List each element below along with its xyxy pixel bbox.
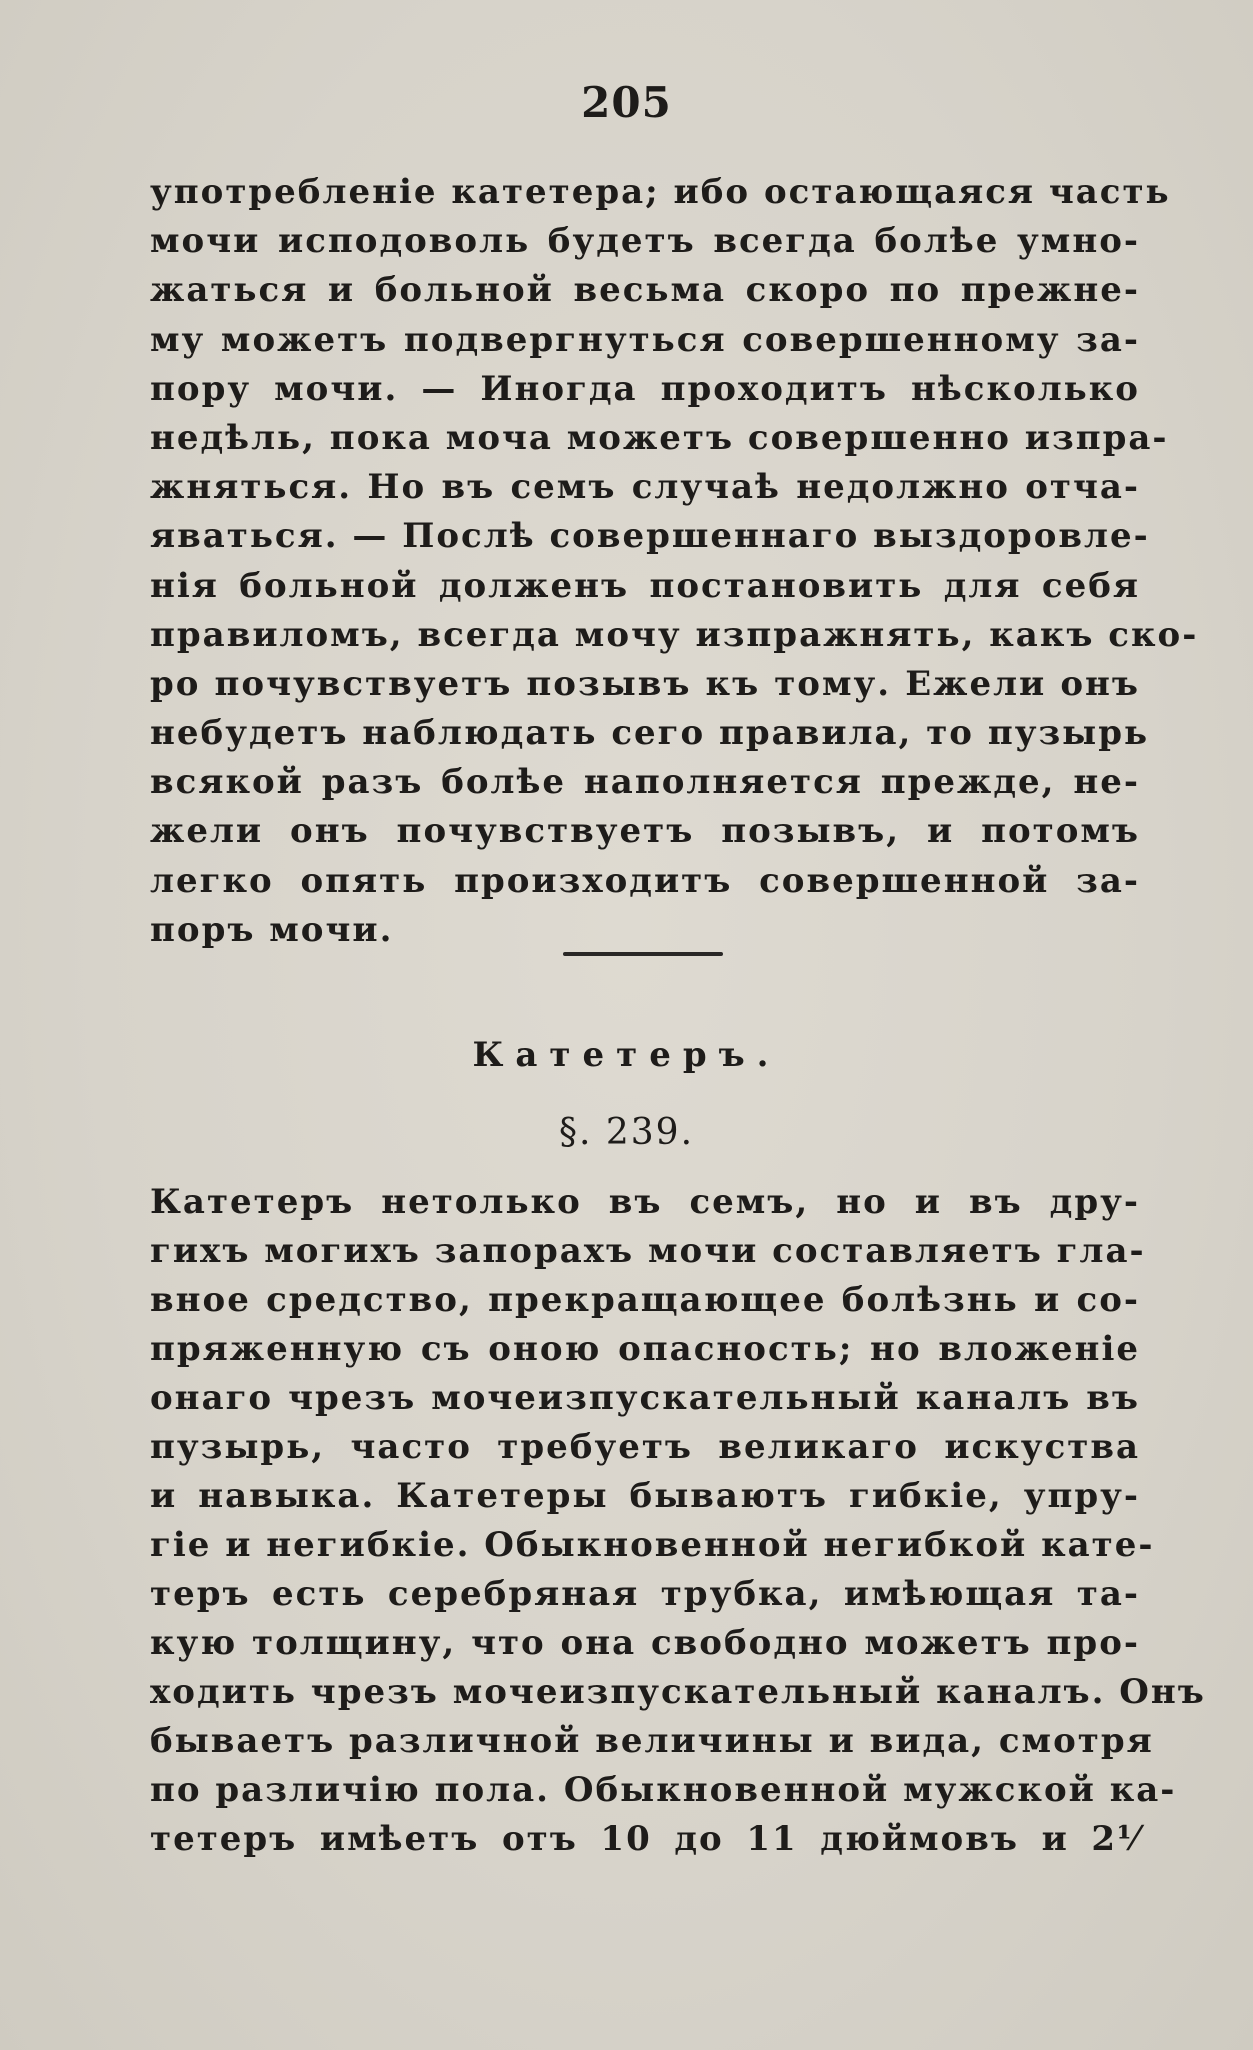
text-line: правиломъ, всегда мочу изпражнять, какъ ско- [150,614,1199,655]
text-line: поръ мочи. [150,909,394,950]
text-line: по различію пола. Обыкновенной мужской ка- [150,1770,1177,1810]
text-line: небудетъ наблюдать сего правила, то пузырь [150,713,1150,754]
text-line: нія больной долженъ постановить для себя [150,565,1140,606]
text-line: му можетъ подвергнуться совершенному за- [150,319,1140,360]
text-line: ходить чрезъ мочеизпускательный каналъ. Онъ [150,1672,1206,1712]
text-line: Катетеръ нетолько въ семъ, но и въ дру- [150,1182,1140,1222]
text-line: жели онъ почувствуетъ позывъ, и потомъ [150,811,1140,852]
text-line: теръ есть серебряная трубка, имѣющая та- [150,1574,1140,1614]
text-line: и навыка. Катетеры бываютъ гибкіе, упру- [150,1476,1140,1516]
section-heading: Катетеръ. [472,1035,781,1075]
text-line: употребленіе катетера; ибо остающаяся часть [150,172,1171,212]
text-line: тетеръ имѣетъ отъ 10 до 11 дюймовъ и 2⅟ [150,1819,1140,1859]
text-line: онаго чрезъ мочеизпускательный каналъ въ [150,1378,1140,1418]
text-line: пору мочи. — Иногда проходитъ нѣсколько [150,368,1140,409]
text-line: жаться и больной весьма скоро по прежне- [150,270,1140,311]
text-line: пузырь, часто требуетъ великаго искуства [150,1427,1140,1467]
text-line: бываетъ различной величины и вида, смотря [150,1721,1154,1761]
text-line: жняться. Но въ семъ случаѣ недолжно отча- [150,467,1140,508]
paragraph-2 [150,1178,1206,1864]
section-number: §. 239. [558,1112,695,1153]
text-line: гихъ могихъ запорахъ мочи составляетъ гла- [150,1231,1146,1271]
text-line: вное средство, прекращающее болѣзнь и со- [150,1280,1140,1320]
section-divider [563,952,723,956]
text-line: яваться. — Послѣ совершеннаго выздоровле- [150,516,1150,557]
text-line: пряженную съ оною опасность; но вложеніе [150,1329,1140,1369]
text-line: ро почувствуетъ позывъ къ тому. Ежели онъ [150,663,1140,704]
text-line: кую толщину, что она свободно можетъ про- [150,1623,1140,1663]
text-line: легко опять произходитъ совершенной за- [150,860,1140,901]
page-number: 205 [581,78,672,127]
text-line: мочи исподоволь будетъ всегда болѣе умно- [150,221,1140,262]
text-line: гіе и негибкіе. Обыкновенной негибкой кате- [150,1525,1155,1565]
text-line: недѣль, пока моча можетъ совершенно изпра- [150,417,1169,458]
text-line: всякой разъ болѣе наполняется прежде, не- [150,762,1140,803]
paragraph-1 [150,168,1199,955]
